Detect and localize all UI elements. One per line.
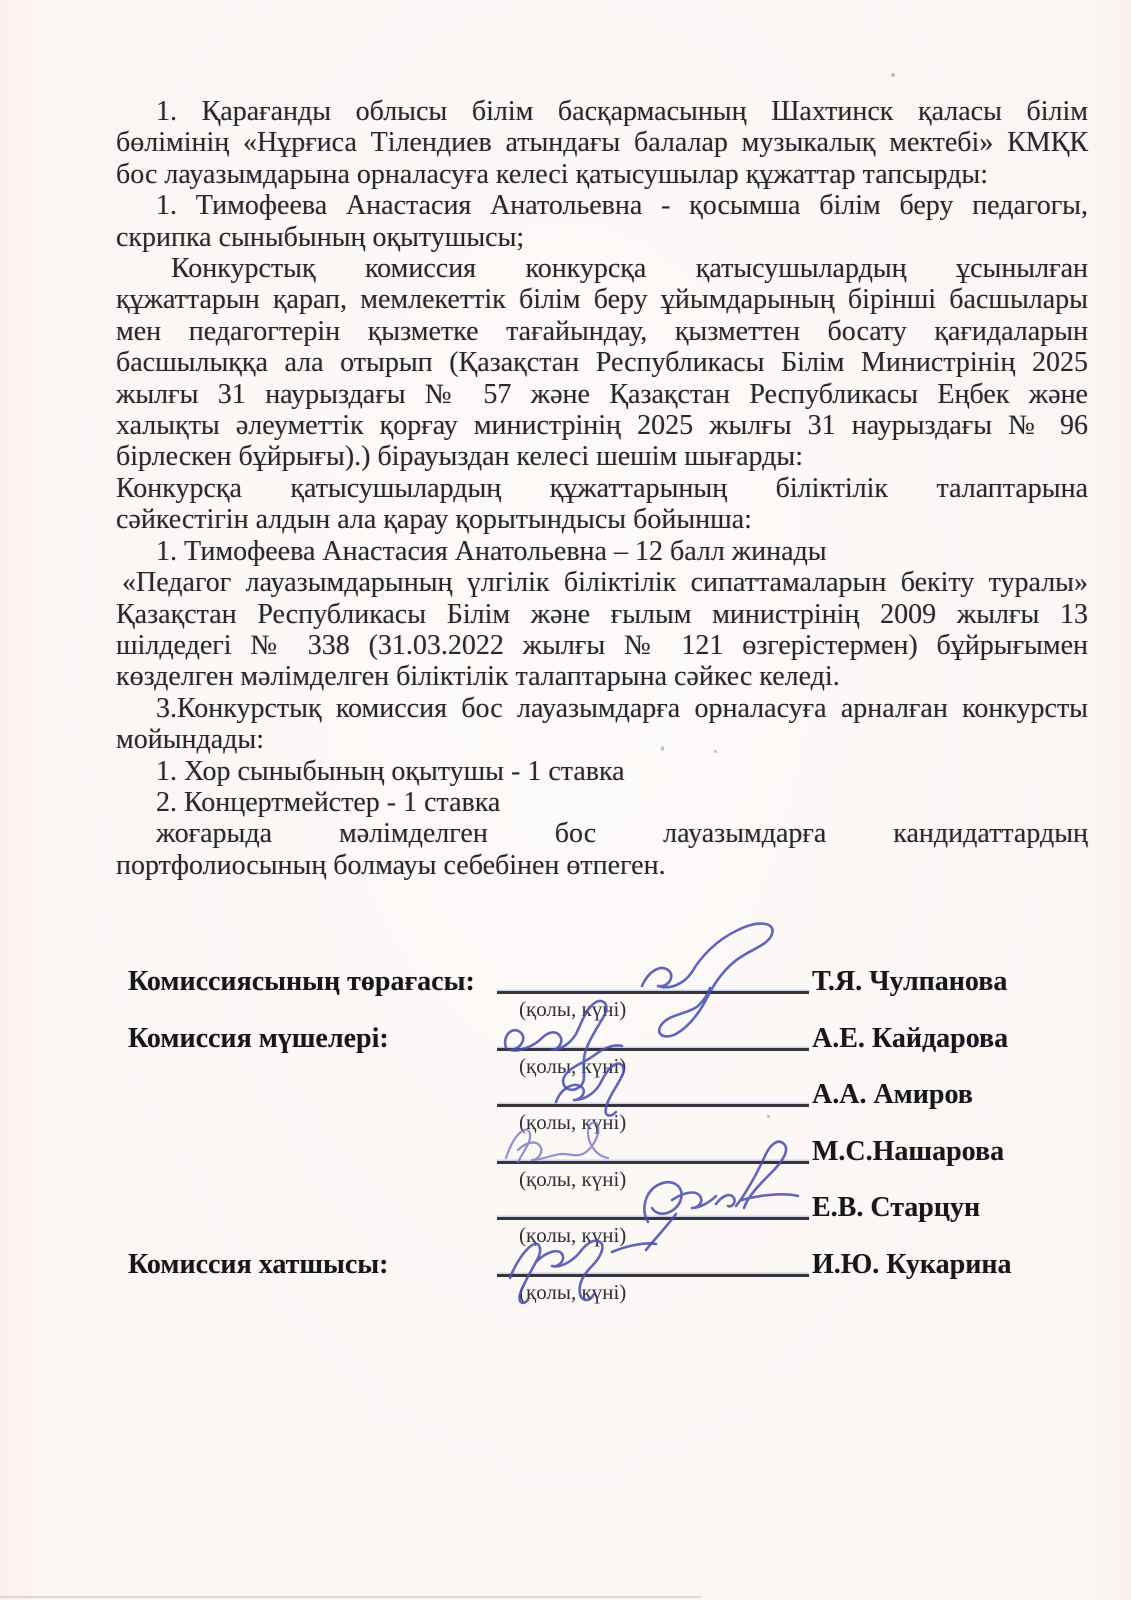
text-line: мойындады:	[116, 724, 265, 756]
text-line: бөлімінің «Нұрғиса Тілендиев атындағы балалар музыкалық мектебі» КМҚК	[116, 127, 1088, 159]
signatory-name: Т.Я. Чулпанова	[812, 966, 1008, 997]
signatory-role-label: Комиссия хатшысы:	[128, 1249, 389, 1280]
signature-line	[497, 1161, 809, 1164]
signatory-name: Е.В. Старцун	[812, 1192, 981, 1224]
text-line: 3.Конкурстық комиссия бос лауазымдарға орналасуға арналған конкурсты	[156, 692, 1088, 724]
text-line: 1. Тимофеева Анастасия Анатольевна - қосымша білім беру педагогы,	[156, 190, 1088, 222]
signatory-name: А.А. Амиров	[812, 1079, 973, 1111]
text-line: көзделген мәлімделген біліктілік талаптарына сәйкес келеді.	[116, 661, 840, 693]
signature-caption: (қолы, күні)	[519, 1110, 627, 1135]
signatory-name: И.Ю. Кукарина	[812, 1249, 1012, 1280]
scan-speck	[661, 746, 664, 751]
signature-row	[0, 954, 1131, 1021]
signature-caption: (қолы, күні)	[519, 1280, 627, 1304]
text-line: бос лауазымдарына орналасуға келесі қатысушылар құжаттар тапсырды:	[116, 158, 988, 190]
signature-caption: (қолы, күні)	[519, 1166, 627, 1191]
scan-speck	[767, 1115, 770, 1118]
signature-line	[497, 1274, 809, 1277]
text-line: 1. Хор сыныбының оқытушы - 1 ставка	[156, 755, 625, 787]
text-line: халықты әлеуметтік қорғау министрінің 2025 жылғы 31 наурыздағы № 96	[116, 410, 1088, 442]
scan-edge-shadow	[0, 1596, 701, 1598]
text-line: «Педагог лауазымдарының үлгілік біліктілік сипаттамаларын бекіту туралы»	[122, 567, 1088, 599]
signature-caption: (қолы, күні)	[519, 1053, 627, 1078]
text-line: шілдедегі № 338 (31.03.2022 жылғы № 121 өзгерістермен) бұйрығымен	[116, 629, 1088, 661]
text-line: жоғарыда мәлімделген бос лауазымдарға кандидаттардың	[156, 818, 1088, 850]
scan-speck	[714, 750, 717, 753]
text-line: мен педагогтерін қызметке тағайындау, қызметтен босату қағидаларын	[116, 315, 1088, 347]
text-line: скрипка сыныбының оқытушысы;	[116, 221, 525, 253]
text-line: сәйкестігін алдын ала қарау қорытындысы бойынша:	[116, 504, 752, 536]
document-body	[116, 96, 1088, 881]
signatory-name: А.Е. Кайдарова	[812, 1022, 1009, 1054]
signature-row	[0, 1011, 1131, 1078]
signature-line	[497, 1048, 809, 1051]
signature-caption: (қолы, күні)	[519, 1223, 627, 1248]
text-line: 2. Концертмейстер - 1 ставка	[156, 786, 501, 818]
text-line: басшылыққа ала отырып (Қазақстан Республикасы Білім Министрінің 2025	[116, 347, 1088, 379]
signatory-role-label: Комиссия мүшелері:	[128, 1022, 389, 1054]
signature-line	[497, 1217, 809, 1220]
signatory-name: М.С.Нашарова	[812, 1135, 1005, 1167]
text-line: портфолиосының болмауы себебінен өтпеген.	[116, 849, 666, 881]
signature-line	[497, 991, 809, 994]
text-line: Конкурсқа қатысушылардың құжаттарының біліктілік талаптарына	[116, 472, 1088, 504]
text-line: құжаттарын қарап, мемлекеттік білім беру ұйымдарының бірінші басшылары	[116, 284, 1088, 316]
signature-row	[0, 1124, 1131, 1191]
text-line: Конкурстық комиссия конкурсқа қатысушылардың ұсынылған	[171, 253, 1088, 285]
signature-row	[0, 1180, 1131, 1248]
signature-caption: (қолы, күні)	[519, 997, 627, 1021]
signature-row	[0, 1237, 1131, 1304]
text-line: жылғы 31 наурыздағы № 57 және Қазақстан Республикасы Еңбек және	[116, 378, 1088, 410]
signatory-role-label: Комиссиясының төрағасы:	[128, 966, 475, 997]
signature-line	[497, 1104, 809, 1107]
text-line: Қазақстан Республикасы Білім және ғылым министрінің 2009 жылғы 13	[116, 598, 1088, 630]
text-line: бірлескен бұйрығы).) бірауыздан келесі шешім шығарды:	[116, 441, 803, 473]
signature-row	[0, 1067, 1131, 1135]
text-line: 1. Қарағанды облысы білім басқармасының Шахтинск қаласы білім	[156, 96, 1088, 127]
scan-speck	[891, 73, 895, 77]
text-line: 1. Тимофеева Анастасия Анатольевна – 12 балл жинады	[156, 535, 827, 567]
